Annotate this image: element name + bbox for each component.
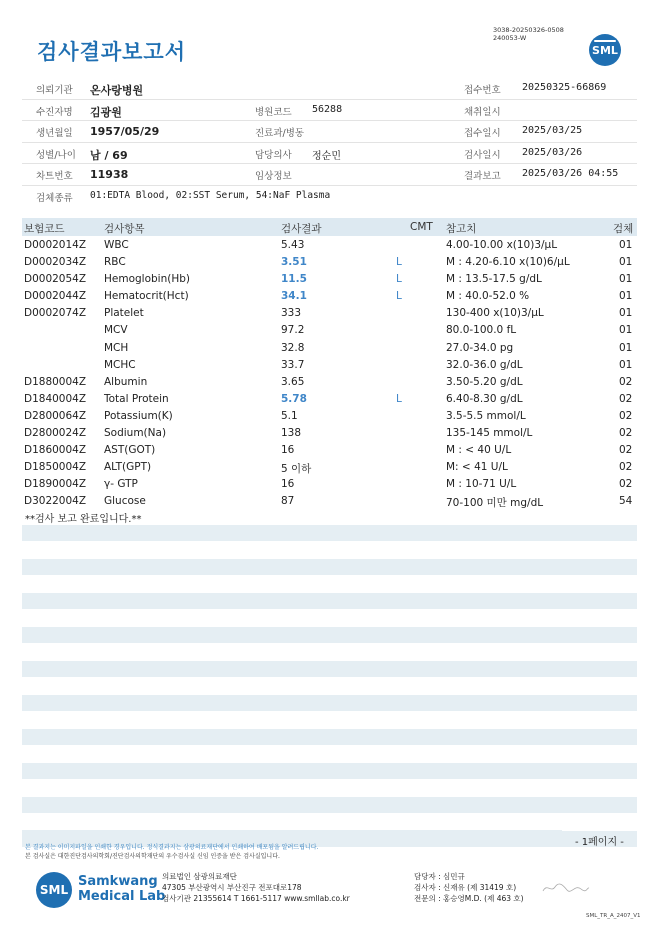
- table-row: [22, 254, 637, 271]
- page-title: 검사결과보고서: [37, 40, 187, 64]
- cell-code: D3022004Z: [24, 495, 87, 508]
- institution-value: 온사랑병원: [90, 84, 144, 97]
- cell-result: 3.51: [281, 256, 307, 269]
- patient-info-section: [22, 78, 637, 207]
- cell-code: D0002054Z: [24, 273, 87, 286]
- table-body: [22, 237, 637, 511]
- cell-ref: 32.0-36.0 g/dL: [446, 358, 523, 371]
- cell-specimen: 02: [619, 375, 633, 388]
- cell-specimen: 02: [619, 478, 633, 491]
- empty-row-stripe: [22, 661, 637, 677]
- table-row: [22, 476, 637, 493]
- receipt-no-value: 20250325-66869: [522, 82, 607, 93]
- empty-row-stripe: [22, 695, 637, 711]
- table-row: [22, 237, 637, 254]
- cell-item: MCH: [104, 341, 129, 354]
- header-code: 보험코드: [24, 223, 65, 235]
- empty-row-stripe: [22, 729, 637, 745]
- receipt-no-label: 접수번호: [464, 85, 501, 96]
- cell-code: D1840004Z: [24, 392, 87, 405]
- birth-label: 생년월일: [36, 128, 73, 140]
- dept-label: 진료과/병동: [255, 128, 305, 140]
- report-date-label: 결과보고: [464, 171, 501, 183]
- cell-specimen: 01: [619, 256, 633, 269]
- empty-row-stripe: [22, 559, 637, 575]
- empty-row-stripe: [22, 763, 637, 779]
- address-line-2: 47305 부산광역시 부산진구 전포대로178: [162, 883, 302, 892]
- empty-row-stripe: [22, 525, 637, 541]
- cell-ref: M: < 41 U/L: [446, 461, 508, 474]
- address-line-3: 검사기관 21355614 T 1661-5117 www.smllab.co.kr: [162, 894, 350, 903]
- cell-ref: M : 4.20-6.10 x(10)6/μL: [446, 256, 570, 269]
- info-row-chart-no: [22, 164, 637, 186]
- cell-result: 333: [281, 307, 302, 320]
- cell-code: D0002074Z: [24, 307, 87, 320]
- cell-specimen: 02: [619, 427, 633, 440]
- cell-result: 87: [281, 495, 295, 508]
- cell-item: ALT(GPT): [104, 461, 152, 474]
- cell-specimen: 01: [619, 239, 633, 251]
- form-code: SML_TR_A_2407_V1: [586, 913, 641, 919]
- footer-staff: [414, 871, 524, 904]
- cell-flag: L: [396, 392, 402, 405]
- test-date-value: 2025/03/26: [522, 146, 583, 158]
- report-date-value: 2025/03/26 04:55: [522, 168, 619, 180]
- page-number: - 1페이지 -: [575, 837, 624, 848]
- cell-ref: M : 40.0-52.0 %: [446, 290, 530, 303]
- staff-line-2: 검사자 : 신재유 (제 31419 호): [414, 883, 517, 892]
- cell-code: D1890004Z: [24, 478, 87, 491]
- footer-brand: [78, 874, 165, 904]
- cell-ref: 6.40-8.30 g/dL: [446, 392, 523, 405]
- sml-logo: SML: [589, 34, 621, 66]
- cell-item: Hematocrit(Hct): [104, 290, 189, 303]
- cell-result: 34.1: [281, 290, 307, 303]
- sex-age-value: 남 / 69: [90, 148, 128, 162]
- cell-item: Potassium(K): [104, 409, 173, 422]
- table-row: [22, 357, 637, 374]
- cell-result: 16: [281, 444, 295, 457]
- info-row-sex-age: [22, 143, 637, 165]
- cell-specimen: 02: [619, 444, 633, 457]
- staff-line-3: 전문의 : 홍승영M.D. (제 463 호): [414, 894, 524, 903]
- empty-row-stripe: [22, 593, 637, 609]
- cell-code: D2800024Z: [24, 427, 87, 440]
- cell-specimen: 02: [619, 392, 633, 405]
- footer-sml-logo: SML: [36, 872, 72, 908]
- table-row: [22, 288, 637, 305]
- address-line-1: 의료법인 삼광의료재단: [162, 872, 237, 881]
- patient-value: 김광원: [90, 105, 122, 119]
- cell-ref: 27.0-34.0 pg: [446, 341, 514, 354]
- cell-flag: L: [396, 256, 402, 269]
- signature-mark: [541, 881, 591, 895]
- cell-code: D0002034Z: [24, 256, 87, 269]
- sex-age-label: 성별/나이: [36, 149, 76, 161]
- results-table: [22, 218, 637, 511]
- receipt-date-value: 2025/03/25: [522, 125, 583, 137]
- cell-item: MCHC: [104, 358, 136, 371]
- table-row: [22, 425, 637, 442]
- cell-code: D0002044Z: [24, 290, 87, 303]
- cell-specimen: 01: [619, 341, 633, 354]
- cell-specimen: 01: [619, 290, 633, 303]
- cell-result: 33.7: [281, 358, 305, 371]
- header-ref: 참고치: [446, 223, 477, 235]
- cell-code: D0002014Z: [24, 239, 87, 251]
- print-notice: 본 결과지는 이미지파일을 인쇄한 경우입니다. 정식결과지는 삼광의료재단에서 인쇄하여 배포됨을 알려드립니다.: [25, 844, 319, 851]
- header-result: 검사결과: [281, 223, 322, 235]
- info-row-institution: [22, 78, 637, 100]
- cell-item: WBC: [104, 239, 129, 251]
- receipt-date-label: 접수일시: [464, 128, 501, 140]
- cell-specimen: 01: [619, 307, 633, 320]
- cell-ref: M : 13.5-17.5 g/dL: [446, 273, 542, 286]
- table-row: [22, 305, 637, 322]
- specimen-value: 01:EDTA Blood, 02:SST Serum, 54:NaF Plasma: [90, 189, 331, 201]
- chart-no-label: 차트번호: [36, 171, 73, 183]
- table-row: [22, 322, 637, 339]
- cell-item: Total Protein: [104, 392, 169, 405]
- clinical-label: 임상정보: [255, 171, 292, 183]
- footer-address: [162, 871, 350, 904]
- chart-no-value: 11938: [90, 168, 129, 182]
- cell-result: 5.78: [281, 392, 307, 405]
- cell-specimen: 02: [619, 461, 633, 474]
- cell-code: D1860004Z: [24, 444, 87, 457]
- table-row: [22, 408, 637, 425]
- cell-item: MCV: [104, 324, 128, 337]
- cell-result: 16: [281, 478, 295, 491]
- table-row: [22, 459, 637, 476]
- table-row: [22, 493, 637, 510]
- cell-result: 5 이하: [281, 463, 312, 476]
- cell-specimen: 02: [619, 409, 633, 422]
- brand-line-1: Samkwang: [78, 874, 158, 889]
- cell-result: 5.43: [281, 239, 305, 251]
- hospital-code-label: 병원코드: [255, 106, 292, 118]
- cell-item: Sodium(Na): [104, 427, 167, 440]
- info-row-patient: [22, 100, 637, 122]
- cell-result: 32.8: [281, 341, 305, 354]
- cell-result: 138: [281, 427, 302, 440]
- cell-flag: L: [396, 290, 402, 303]
- table-row: [22, 340, 637, 357]
- cell-ref: 130-400 x(10)3/μL: [446, 307, 544, 320]
- cell-item: AST(GOT): [104, 444, 156, 457]
- table-row: [22, 271, 637, 288]
- empty-row-stripe: [22, 797, 637, 813]
- document-code: [493, 26, 564, 42]
- cell-item: Glucose: [104, 495, 146, 508]
- brand-line-2: Medical Lab: [78, 889, 166, 904]
- header-item: 검사항목: [104, 223, 145, 235]
- cell-ref: 3.5-5.5 mmol/L: [446, 409, 526, 422]
- hospital-code-value: 56288: [312, 103, 343, 115]
- cell-item: RBC: [104, 256, 126, 269]
- cell-flag: L: [396, 273, 402, 286]
- completion-message: **검사 보고 완료입니다.**: [25, 514, 142, 525]
- institution-label: 의뢰기관: [36, 85, 73, 96]
- cell-ref: M : < 40 U/L: [446, 444, 512, 457]
- test-date-label: 검사일시: [464, 149, 501, 161]
- doctor-value: 정순민: [312, 150, 341, 162]
- cell-ref: 80.0-100.0 fL: [446, 324, 517, 337]
- cell-specimen: 01: [619, 324, 633, 337]
- table-row: [22, 442, 637, 459]
- cell-item: γ- GTP: [104, 478, 138, 491]
- info-row-birth: [22, 121, 637, 143]
- doctor-label: 담당의사: [255, 149, 292, 161]
- cell-item: Albumin: [104, 375, 148, 388]
- cell-specimen: 54: [619, 495, 633, 508]
- empty-row-stripe: [22, 627, 637, 643]
- cell-ref: 70-100 미만 mg/dL: [446, 497, 544, 510]
- document-code-line-1: 3038-20250326-0508: [493, 26, 564, 34]
- cell-result: 5.1: [281, 409, 298, 422]
- cell-specimen: 01: [619, 358, 633, 371]
- cell-ref: M : 10-71 U/L: [446, 478, 517, 491]
- cell-ref: 135-145 mmol/L: [446, 427, 533, 440]
- cell-specimen: 01: [619, 273, 633, 286]
- document-code-line-2: 240053-W: [493, 34, 527, 42]
- table-row: [22, 391, 637, 408]
- cell-result: 11.5: [281, 273, 307, 286]
- cell-item: Platelet: [104, 307, 144, 320]
- table-header: [22, 218, 637, 236]
- cell-item: Hemoglobin(Hb): [104, 273, 191, 286]
- specimen-label: 검체종류: [36, 192, 73, 204]
- cell-ref: 4.00-10.00 x(10)3/μL: [446, 239, 558, 251]
- cell-code: D2800064Z: [24, 409, 87, 422]
- cell-ref: 3.50-5.20 g/dL: [446, 375, 523, 388]
- collection-date-label: 채취일시: [464, 106, 501, 118]
- birth-value: 1957/05/29: [90, 125, 160, 139]
- cell-code: D1850004Z: [24, 461, 87, 474]
- table-row: [22, 374, 637, 391]
- staff-line-1: 담당자 : 심민규: [414, 872, 465, 881]
- accreditation-notice: 본 검사실은 대한진단검사의학회/진단검사의학재단의 우수검사실 신임 인증을 받은 검사실입니다.: [25, 853, 280, 860]
- cell-result: 3.65: [281, 375, 305, 388]
- header-specimen: 검체: [613, 223, 634, 235]
- info-row-specimen: [22, 186, 637, 207]
- patient-label: 수진자명: [36, 106, 73, 118]
- cell-code: D1880004Z: [24, 375, 87, 388]
- cell-result: 97.2: [281, 324, 305, 337]
- header-cmt: CMT: [410, 221, 433, 233]
